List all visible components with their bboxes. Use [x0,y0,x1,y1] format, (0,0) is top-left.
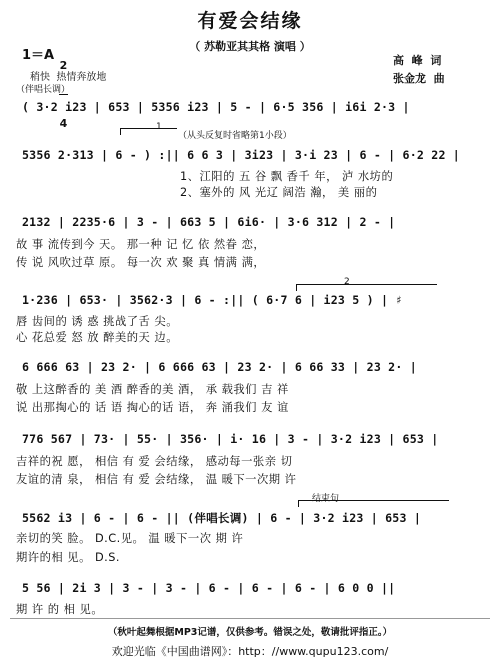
ending-bracket-1 [120,128,177,135]
song-title: 有爱会结缘 [197,10,303,32]
composer-credit: 张金龙 曲 [393,72,445,85]
time-signature-top: 2 [59,59,68,72]
ending-2-label: 2 [344,277,350,287]
performer-subtitle: （ 苏勒亚其其格 演唱 ） [189,40,311,53]
footer-divider [10,618,490,619]
lyricist-credit: 高 峰 词 [393,54,442,67]
lyrics-line-6-verse-2: 友谊的清 泉， 相信 有 爱 会结缘， 温 暖下一次期 许 [16,473,297,486]
footer-welcome: 欢迎光临《中国曲谱网》：http：//www.qupu123.com/ [111,645,389,658]
notation-line-4: 1·236 | 653· | 3562·3 | 6 - :|| ( 6·7 6 | i23 5 ) | ♯ [22,293,403,307]
notation-line-2: 5356 2·313 | 6 - ) :|| 6 6 3 | 3i23 | 3·i 23 | 6 - | 6·2 22 | [22,148,460,162]
lyrics-line-5-verse-1: 敬 上这醉香的 美 酒 醉香的美 酒， 承 载我们 吉 祥 [16,383,289,396]
ending-bracket-2 [296,284,437,291]
notation-line-1: ( 3·2 i23 | 653 | 5356 i23 | 5 - | 6·5 356 | i6i 2·3 | [22,100,410,114]
lyrics-line-6-verse-1: 吉祥的祝 愿， 相信 有 爱 会结缘， 感动每一张亲 切 [16,455,293,468]
notation-line-3: 2132 | 2235·6 | 3 - | 663 5 | 6i6· | 3·6 312 | 2 - | [22,215,396,229]
time-signature-bottom: 4 [59,117,68,130]
lyrics-line-7-verse-1: 亲切的笑 脸。 D.C.见。 温 暖下一次 期 许 [16,532,244,545]
lyrics-line-7-verse-2: 期许的相 见。 D.S. [16,551,121,564]
lyrics-line-3-verse-2: 传 说 风吹过草 原。 每一次 欢 聚 真 情满 满， [16,256,266,269]
ending-1-label: 1 [156,122,162,132]
end-phrase-label: 结束句 [312,494,340,504]
lyrics-line-3-verse-1: 故 事 流传到今 天。 那一种 记 忆 依 然眷 恋， [16,238,266,251]
notation-line-7: 5562 i3 | 6 - | 6 - || (伴唱长调) | 6 - | 3·2 i23 | 653 | [22,511,421,525]
notation-line-8: 5 56 | 2i 3 | 3 - | 3 - | 6 - | 6 - | 6 - | 6 0 0 || [22,581,396,595]
accompaniment-note: （伴唱长调） [16,85,71,95]
lyrics-line-2-verse-1: 1、江阳的 五 谷 飘 香千 年， 泸 水坊的 [180,170,394,183]
tempo-marking: 稍快 热情奔放地 [30,72,107,83]
key-signature: 1＝A [22,48,55,63]
notation-line-5: 6 666 63 | 23 2· | 6 666 63 | 23 2· | 6 66 33 | 23 2· | [22,360,417,374]
lyrics-line-2-verse-2: 2、塞外的 风 光辽 阔浩 瀚， 美 丽的 [180,186,378,199]
repeat-note: （从头反复时省略第1小段） [178,131,292,141]
lyrics-line-8-verse-1: 期 许 的 相 见。 [16,603,104,616]
lyrics-line-4-verse-2: 心 花总爱 怒 放 醉美的天 边。 [16,331,179,344]
footer-note: （秋叶起舞根据MP3记谱，仅供参考。错误之处，敬请批评指正。） [107,627,393,638]
notation-line-6: 776 567 | 73· | 55· | 356· | i· 16 | 3 - | 3·2 i23 | 653 | [22,432,439,446]
lyrics-line-4-verse-1: 唇 齿间的 诱 惑 挑战了舌 尖。 [16,315,179,328]
lyrics-line-5-verse-2: 说 出那掏心的 话 语 掏心的话 语， 奔 涌我们 友 谊 [16,401,289,414]
